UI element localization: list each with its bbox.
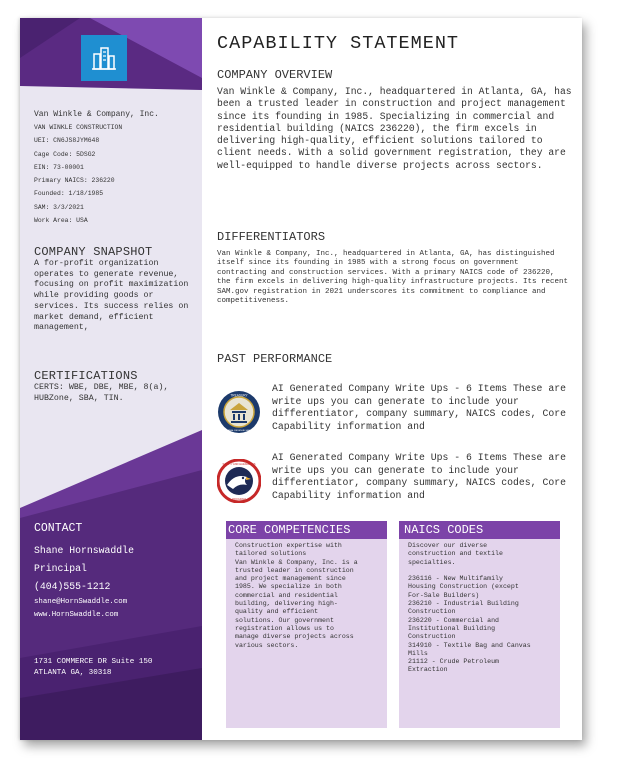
irs-seal-top-text: TREASURY [230, 393, 248, 398]
address-line-2: ATLANTA GA, 30318 [34, 668, 112, 677]
eagle-seal-bottom-text: PROGRAM [232, 498, 246, 501]
irs-seal-icon [217, 390, 261, 434]
differentiators-heading: DIFFERENTIATORS [217, 230, 326, 244]
address-line-1: 1731 COMMERCE DR Suite 150 [34, 658, 153, 666]
irs-seal-bottom-text: INTERNAL REVENUE SERVICE [222, 430, 256, 432]
contact-phone[interactable]: (404)555-1212 [34, 581, 111, 592]
company-snapshot-section [34, 245, 196, 334]
past-performance-item [217, 452, 577, 512]
company-logo [81, 35, 127, 81]
company-sam: SAM: 3/3/2021 [34, 203, 84, 211]
capability-statement-page [20, 18, 582, 740]
overview-text: Van Winkle & Company, Inc., headquartered in Atlanta, GA, has been a trusted leader in construction and project management since its founding in 1985. Specializing in commercial and residential building (NAICS 236220), the firm excels in delivering high-quality, efficient solutions tailored to client needs. With a solid government registration, they are well-equipped to handle diverse projects across sectors. [217, 86, 572, 171]
past-performance-heading: PAST PERFORMANCE [217, 352, 333, 366]
contact-section [34, 522, 196, 622]
eagle-seal-icon [217, 459, 261, 503]
company-dba: VAN WINKLE CONSTRUCTION [34, 124, 123, 131]
core-competencies-heading: CORE COMPETENCIES [226, 521, 387, 539]
company-id-block [34, 108, 196, 227]
core-competencies-text: Construction expertise with tailored solutions Van Winkle & Company, Inc. is a trusted leader in construction and project management since 1985. We specialize in both commercial and residential building, delivering high- quality and efficient solutions. Our government registration allows us to manage diverse projects across various sectors. [235, 542, 358, 649]
past-performance-text: AI Generated Company Write Ups - 6 Items These are write ups you can generate to include your differentiator, company summary, NAICS codes, Core Capability information and [272, 383, 566, 432]
certifications-text: CERTS: WBE, DBE, MBE, 8(a), HUBZone, SBA, TIN. [34, 383, 169, 403]
certifications-heading: CERTIFICATIONS [34, 369, 138, 383]
certifications-section [34, 369, 196, 404]
contact-email[interactable]: shane@HornSwaddle.com [34, 598, 128, 606]
naics-codes-text: Discover our diverse construction and textile specialties. 236116 - New Multifamily Housing Construction (except For-Sale Builders) 236210 - Industrial Building Construction 236220 - Commercial and Institutional Building Construction 314910 - Textile Bag and Canvas Mills 21112 - Crude Petroleum Extraction [408, 542, 531, 674]
differentiators-text: Van Winkle & Company, Inc., headquartered in Atlanta, GA, has distinguished itself since its founding in 1985 with a strong focus on government contracting and construction services. With a primary NAICS code of 236220, the firm excels in delivering high-quality infrastructure projects. Its recent SAM.gov registration in 2021 underscores its commitment to compliance and competitiveness. [217, 250, 569, 306]
company-cage-code: Cage Code: 5DSG2 [34, 150, 96, 158]
company-uei: UEI: CN6JS8JYM648 [34, 137, 100, 145]
company-founded: Founded: 1/18/1985 [34, 190, 104, 198]
contact-website[interactable]: www.HornSwaddle.com [34, 611, 119, 619]
address-block [34, 657, 196, 678]
snapshot-heading: COMPANY SNAPSHOT [34, 245, 153, 259]
page-title: CAPABILITY STATEMENT [217, 33, 460, 54]
company-primary-naics: Primary NAICS: 236220 [34, 177, 115, 185]
naics-codes-box [399, 521, 560, 728]
overview-heading: COMPANY OVERVIEW [217, 68, 333, 82]
past-performance-item [217, 383, 577, 443]
naics-codes-heading: NAICS CODES [399, 521, 560, 539]
contact-heading: CONTACT [34, 522, 83, 535]
contact-name: Shane Hornswaddle [34, 545, 134, 556]
snapshot-text: A for-profit organization operates to generate revenue, focusing on profit maximization while providing goods or services. Its success relies on market demand, efficient management, [34, 259, 189, 333]
core-competencies-box [226, 521, 387, 728]
contact-role: Principal [34, 563, 87, 574]
past-performance-text: AI Generated Company Write Ups - 6 Items These are write ups you can generate to include your differentiator, company summary, NAICS codes, Core Capability information and [272, 452, 566, 501]
company-name: Van Winkle & Company, Inc. [34, 110, 159, 119]
building-icon [91, 45, 117, 71]
company-work-area: Work Area: USA [34, 217, 88, 225]
eagle-seal-top-text: SAFETY AND HAZARDOUS [222, 463, 256, 466]
sidebar [20, 18, 202, 740]
company-ein: EIN: 73-00001 [34, 163, 84, 171]
